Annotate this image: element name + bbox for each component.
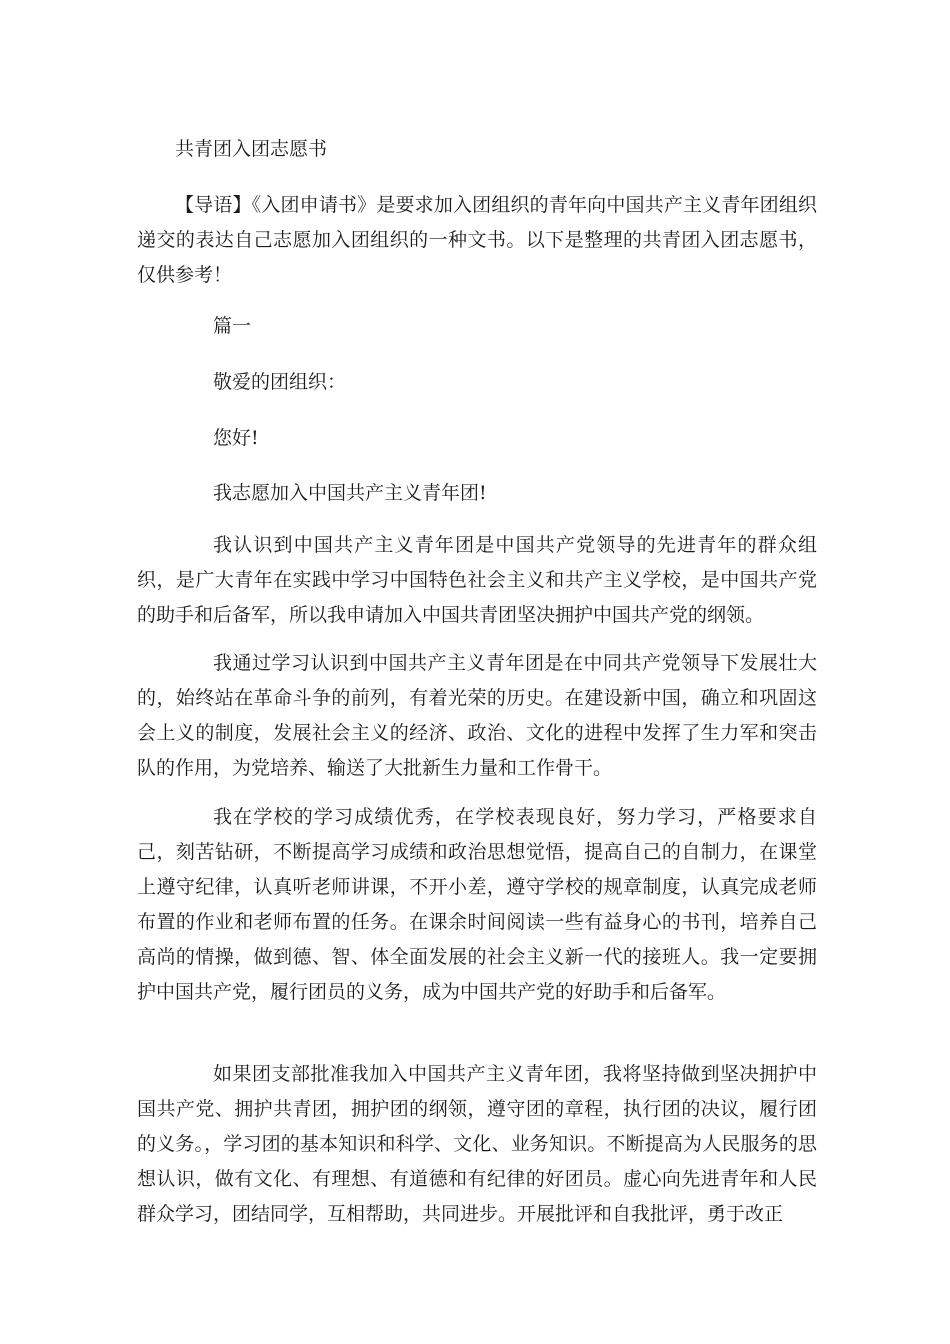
body-paragraph: 如果团支部批准我加入中国共产主义青年团，我将坚持做到坚决拥护中国共产党、拥护共青团，拥护团的纲领，遵守团的章程，执行团的决议，履行团的义务。，学习团的基本知识和科学、文化、业务知识。不断提高为人民服务的思想认识，做有文化、有理想、有道德和有纪律的好团员。虚心向先进青年和人民群众学习，团结同学，互相帮助，共同进步。开展批评和自我批评，勇于改正 bbox=[137, 1063, 817, 1225]
document-title: 共青团入团志愿书 bbox=[175, 138, 328, 160]
statement: 我志愿加入中国共产主义青年团! bbox=[213, 482, 487, 504]
body-paragraph: 我认识到中国共产主义青年团是中国共产党领导的先进青年的群众组织，是广大青年在实践中学习中国特色社会主义和共产主义学校，是中国共产党的助手和后备军，所以我申请加入中国共青团坚决拥护中国共产党的纲领。 bbox=[137, 534, 817, 626]
greeting: 您好! bbox=[213, 427, 259, 449]
section-label: 篇一 bbox=[213, 315, 252, 337]
body-paragraph: 我通过学习认识到中国共产主义青年团是在中同共产党领导下发展壮大的，始终站在革命斗争的前列，有着光荣的历史。在建设新中国，确立和巩固这会上义的制度，发展社会主义的经济、政治、文化的进程中发挥了生力军和突击队的作用，为党培养、输送了大批新生力量和工作骨干。 bbox=[137, 652, 817, 779]
intro-paragraph: 【导语】《入团申请书》是要求加入团组织的青年向中国共产主义青年团组织递交的表达自己志愿加入团组织的一种文书。以下是整理的共青团入团志愿书，仅供参考！ bbox=[137, 194, 817, 286]
body-paragraph: 我在学校的学习成绩优秀，在学校表现良好，努力学习，严格要求自己，刻苦钻研，不断提高学习成绩和政治思想觉悟，提高自己的自制力，在课堂上遵守纪律，认真听老师讲课，不开小差，遵守学校的规章制度，认真完成老师布置的作业和老师布置的任务。在课余时间阅读一些有益身心的书刊，培养自己高尚的情操，做到德、智、体全面发展的社会主义新一代的接班人。我一定要拥护中国共产党，履行团员的义务，成为中国共产党的好助手和后备军。 bbox=[137, 806, 817, 1003]
salutation: 敬爱的团组织： bbox=[213, 371, 347, 393]
